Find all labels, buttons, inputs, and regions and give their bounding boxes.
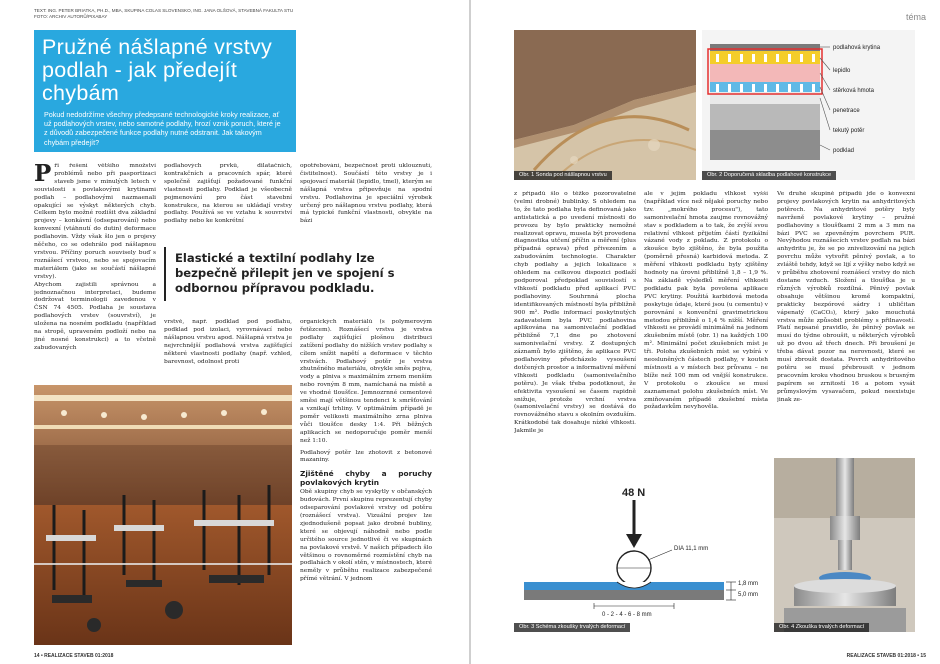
column-1-text: ři řešení většího množství problémů nebo při pasportizaci staveb jsme v minulých letech v souvislosti s povlakovými krytinami podlah – podlahovými nazmaenali opakující se výskyt některých chyb. Celkem bylo možné rozlišit dva základní projevy – konkávní (odseparování) nebo konvexní (vtáhnutí do dutin) deformace podlahovin. Vždy však šlo jen o projevy něčeho, co se odehrálo pod nášlapnou vrstvou. Příčiny poruch souvisely buď s roznášecí vrstvou, nebo se spojovacím materiálem (jako se součástí nášlapné vrstvy). (34, 163, 156, 280)
figure-1 (514, 30, 696, 180)
fig3-dim2: 5,0 mm (738, 592, 759, 598)
right-page (471, 0, 940, 664)
column-3-main (300, 319, 432, 646)
fig3-dim1: 1,8 mm (738, 581, 759, 587)
figure-3-caption: Obr. 3 Schéma zkoušky trvalých deformací (514, 623, 630, 632)
right-column-2-text: ale v jejím pokladu vlhkost vyšší (například více než nějaké poruchy nebo tzv. „mokrého procesu"), tato samonivelační hmota zaujme rovnovážný stav s podkladem a to tak, že zvýší svou relativní vlhkost přijetím částí fyzikální vázané vody z pokladu. Z protokolu o zkoušce bylo zjištěno, že byla použita (poměrně přesná) karbidová metoda. Z měření vlhkosti podkladu byly zjištěny hodnoty na úrovni přibližně 1,8 – 1,9 %. Na základě výsledků měření vlhkosti podkladu pak byla povolena aplikace PVC krytiny. Použitá karbidová metoda poskytuje údaje, které jsou (u cementu) v porovnání s konvenční gravimetrickou metodou přibližně o 1,4 % nižší. Měření vlhkosti se provádí minimálně na jednom zkušebním místě (obr. 1) na každých 100 m². Minimální počet zkušebních míst je tři. Poloha zkušebních míst se vybírá v neosluněných částech podlahy, v kouteh místnosti a v místech bez průvanu – ne blíže než 100 mm od vnější konstrukce. V protokolu o zkoušce se musí zaznamenat polohu zkušebních míst. Ve zmiňovaném případě zkušební místa požadavkům nevyhověla. (644, 191, 768, 411)
subheading: Zjištěné chyby a poruchy povlakových krytin (300, 469, 432, 488)
fig3-dia: DIA 11,1 mm (674, 546, 709, 552)
lead-paragraph: Pokud nedodržíme všechny předepsané technologické kroky realizace, ať už podlahových vrstev, nebo samotné podlahy, hrozí vznik poruch, které je z důvodů zabezpečené funkce podlahy nutné odstranit. Jak takovým chybám předejít? (44, 110, 281, 147)
credits-text: TEXT: ING. PETER BRIATKA, PH.D., MBA, SKUPINA COLAS SLOVENSKO, ING. JANA OLŠOVÁ, STAVEBNÁ FAKULTA STU (34, 8, 294, 13)
column-1-text-b: Abychom zajistili správnou a jednoznačnou interpretaci, budeme dodržovat terminologii zavedenou v ČSN 74 4505. Podlaha je soustava podlahových vrstev (souvrství), je uložena na nosném podkladu (například na stropě, upraveném podloží nebo na jiné nosné konstrukci) a to včetně zabudovaných (34, 281, 156, 351)
right-column-3-text: Ve druhé skupině případů jde o konvexní projevy povlakových krytin na anhydritových potěrech. Na anhydritové potěry byly navrženě povlakové krytiny – pružné podlahoviny s tloušťkami 2 mm a 3 mm na bázi PVC se zpevněným povrchem PUR. Nevýhodou roznášecích vrstev podlah na bázi anhydritu je, že se po znivelizování na jejich povrchu může vytvořit pěnivý povlak, a to zvláště tehdy, když se lijí z výšky nebo když se v průběhu zhotovení roznášecí vrstvy do nich dostane vzduch. Složení a tloušťka je u různých výrobků rozdílná. Pěnivý povlak obsahuje většinou kromě kompaktní, prakticky bezpórové sádry i ubličitan vápenatý (CaCO₃), který jako mouchutá vrstva může způsobit problémy s přilnavostí. Platí nepsané pravidlo, že pěnivý povlak se musí do týdne obroušit, u některých výrobků už po dvou až třech dnech. Při broušení je třeba dávat pozor na nerovnosti, které se musí zbroušt dostata. Povrch anhydritového potěru se musí přebrousit v jednom pracovním kroku vhodnou bruskou s brusným papírem se zrnitostí 16 a potom vysát průmyslovým vysavačem, pokud neexistuje jinak ze- (777, 191, 915, 403)
right-column-3 (777, 191, 915, 449)
right-column-1 (514, 191, 636, 481)
figure-4 (774, 458, 915, 632)
pull-quote-text: Elastické a textilní podlahy lze bezpečně přilepit jen ve spojení s odbornou přípravou podkladu. (175, 251, 395, 295)
fig2-label-1: lepidlo (833, 68, 851, 74)
folio-right: REALIZACE STAVEB 01:2018 • 15 (846, 653, 926, 659)
fig3-force: 48 N (622, 487, 646, 499)
figure-2-caption: Obr. 2 Doporučená skladba podlahové konstrukce (702, 171, 836, 180)
folio-left: 14 • REALIZACE STAVEB 01:2018 (34, 653, 114, 659)
right-column-2 (644, 191, 768, 481)
column-3-text-b: organických materiálů (s polymerovým řetězcem). Roznášecí vrstva je vrstva podlahy zajišťující plošnou distribuci zatížení podlahy do nižších vrstev podlahy s cílem snížit napětí a deformace v těchto vrstvách. Podlahový potěr je vrstva zhutněného materiálu, obvykle směs pojiva, vody a plniva s maximálním zrnem menším nebo rovným 8 mm, namíchaná na místě a ve vhodné tloušťce. Jemnozrnné cementové směsi mají většinou tendenci k smršťování a vznikají trhliny. V optimálním případě je poměr velikosti maximálního zrna plniva vůči tloušťce desky 1:4. Při běžných aplikacích se nedoporučuje poměr menší než 1:10. (300, 319, 432, 444)
column-2-text: podlahových prvků, dilatačních, kontrakčních a pracovních spár, které společně zajišťují požadované funkční vlastnosti podlahy. Podklad je všeobecně pojmenování pro část stavební konstrukce, na kterou se ukládají vrstvy podlahy. Používá se ve vztahu k souvrství podlahy nebo ke konkrétní (164, 163, 292, 225)
column-1 (34, 163, 156, 385)
fig2-label-4: tekutý potěr (833, 128, 865, 134)
column-3-text-c: Podlahový potěr lze zhotovit z betonové mazaniny. (300, 449, 432, 464)
gym-photo (34, 385, 292, 645)
column-2-mid (164, 319, 292, 379)
figure-1-caption: Obr. 1 Sonda pod nášlapnou vrstvu (514, 171, 612, 180)
column-3-top (300, 163, 432, 238)
figure-2 (702, 30, 915, 180)
left-page (0, 0, 469, 664)
fig2-label-2: stěrková hmota (833, 88, 875, 94)
credits (34, 8, 293, 20)
credits-photo: FOTO: ARCHIV AUTORŮ/PIXABAY (34, 14, 108, 19)
fig2-label-3: penetrace (833, 108, 860, 114)
column-3-text: opotřebování, bezpečnost proti uklouznutí, čistitelnost). Součástí této vrstvy je i spojovací materiál (lepidlo, tmel), kterým se nášlapná vrstva připevňuje na spodní vrstvu. Podlahovina je speciální výrobek určený pro nášlapnou vrstvu podlahy, která má typické funkční vlastnosti, obvykle na bázi (300, 163, 432, 225)
column-2-text-b: vrstvě, např. podklad pod podlahu, podklad pod izolaci, vyrovnávací nebo nášlapnou vrstvu apod. Nášlapná vrstva je nejvrchnější podlahová vrstva zajišťující některé vlastnosti podlahy (např. vzhled, barevnost, odolnost proti (164, 319, 292, 365)
fig2-label-0: podlahová krytina (833, 45, 881, 51)
pull-quote (164, 245, 434, 303)
title-box (34, 30, 296, 152)
right-column-1-text: z případů šlo o těžko pozorovatelné (velmi drobné) bublinky. S ohledem na to, že tato podlaha byla definovaná jako antistatická a po uvedení místnosti do provozu by bylo prakticky nemožné realizovat opravu, musela být provedena diagnostika utčení příčin a měření (plus případná oprava) před přivezením a zabudováním technologie. Charakter chyb podlahy a jejich lokalizace s ohledem na celkovou dispozici podlaží podporoval předpoklad souvislostí s vlhkostí podkladu před aplikací PVC podlahoviny. Souhrnná plocha identifikovaných místností byla přibližně 900 m². Podle informací poskytnutých zadavatelem byla PVC podlahovina aplikována na samonivelační podklad přibližně 7,1 dne po zhotovení samonivelační vrstvy. Z dostupných záznamů bylo zjištěno, že aplikace PVC podlahoviny předcházelo vysoušení dotčených prostor a informativní měření vlhkosti podkladu (samonivelačního potěru). Je však třeba podotknout, že efektivita vysoušení se časem rapidně snižuje, protože vrchní vrstva (samonivelační vrstvy) se dostává do rovnovážného stavu s okolním ovzduším. Krátkodobé tak dosahuje nízké vlhkosti. Jakmile je (514, 191, 636, 435)
column-3-text-d: Obě skupiny chyb se vyskytly v občanských budovách. První skupinu reprezentují chyby odseparování povlakové vrstvy od potěru (roznášecí vrstva). Vizuální projev lze zjednodušeně popsat jako drobné bubliny, které se objevují náhodně nebo podle určitého source jednotlivé či ve skupinách na povlakové vrstvě. V našich případech šlo většinou o rovnoměrné rozmístění chyb na podlahách v okolí stěn, v místnostech, které neměly v průběhu realizace zabezpečené přímé větrání. V jednom (300, 489, 432, 583)
section-tag: téma (905, 12, 926, 22)
article-title: Pružné nášlapné vrstvy podlah - jak předejít chybám (42, 35, 273, 105)
fig3-scale: 0 - 2 - 4 - 6 - 8 mm (602, 612, 652, 618)
fig2-label-5: podklad (833, 148, 855, 154)
figure-4-caption: Obr. 4 Zkouška trvalých deformací (774, 623, 869, 632)
dropcap: P (34, 163, 52, 187)
column-2-top (164, 163, 292, 238)
pull-quote-bar (164, 247, 166, 301)
figure-3 (514, 478, 764, 632)
